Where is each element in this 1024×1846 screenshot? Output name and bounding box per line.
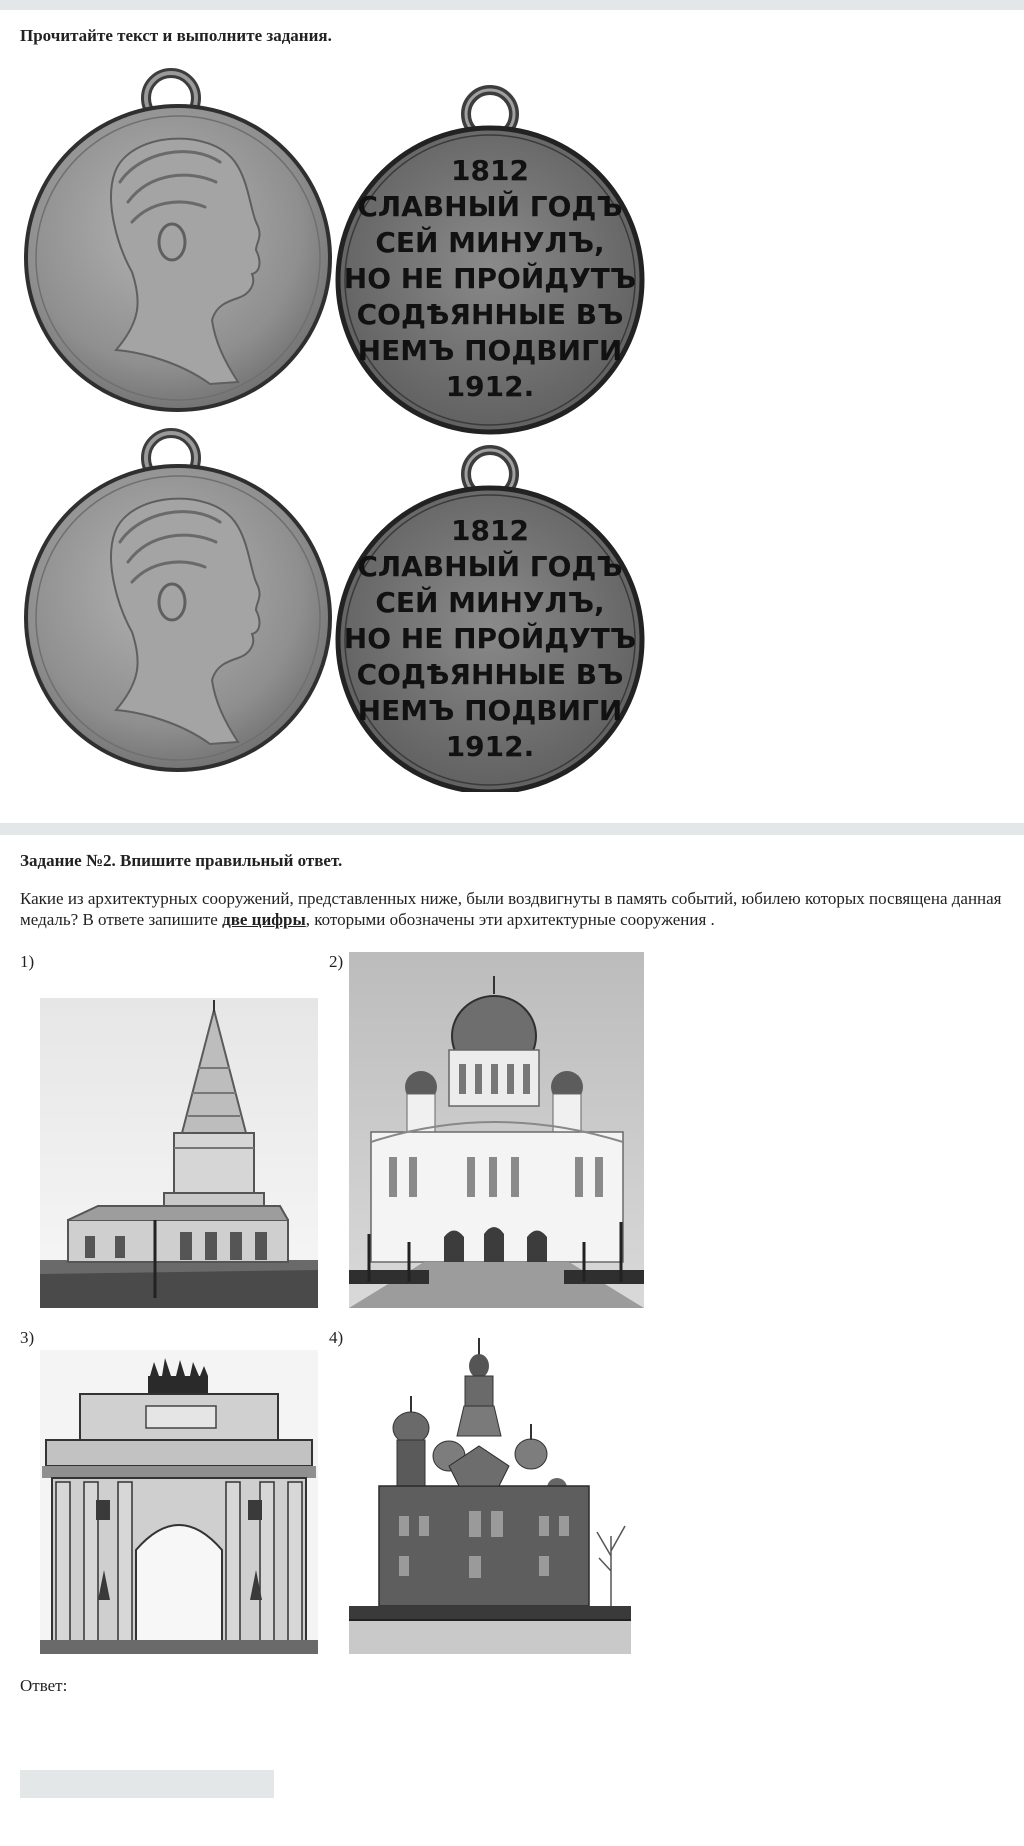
triumphal-arch-photo: [40, 1350, 318, 1654]
medal-reverse-1: [338, 90, 642, 432]
section-divider: [0, 823, 1024, 835]
medal-obverse-1: [26, 73, 330, 410]
cathedral-of-christ-photo: [349, 952, 644, 1308]
medal-obverse-2: [26, 433, 330, 770]
medal-line-2: СЛАВНЫЙ ГОДЪ: [357, 550, 623, 583]
question-text-part: , которыми обозначены эти архитектурные сооружения .: [305, 910, 715, 929]
medal-line-6: НЕМЪ ПОДВИГИ: [357, 694, 623, 727]
question-emphasis: две цифры: [222, 910, 306, 929]
medal-line-3: СЕЙ МИНУЛЪ,: [375, 226, 605, 259]
question-text: [20, 888, 1010, 930]
medal-line-2: СЛАВНЫЙ ГОДЪ: [357, 190, 623, 223]
question-text-part: Какие из архитектурных сооружений, представленных ниже, были воздвигнуты в память событий, юбилею которых посвящена данная медаль? В ответе запишите: [20, 889, 1002, 929]
medal-line-5: СОДѢЯННЫЕ ВЪ: [356, 658, 624, 691]
answer-label: Ответ:: [20, 1676, 68, 1695]
option-1-label: 1): [20, 952, 35, 971]
medal-line-3: СЕЙ МИНУЛЪ,: [375, 586, 605, 619]
medal-line-5: СОДѢЯННЫЕ ВЪ: [356, 298, 624, 331]
medal-line-4: НО НЕ ПРОЙДУТЪ: [343, 262, 637, 295]
savior-on-blood-photo: [349, 1336, 631, 1654]
option-4-label: 4): [329, 1328, 344, 1347]
option-2-label: 2): [329, 952, 344, 971]
medal-line-6: НЕМЪ ПОДВИГИ: [357, 334, 623, 367]
medal-images: [20, 62, 660, 792]
medal-line-1: 1812: [451, 514, 529, 547]
medal-line-7: 1912.: [445, 370, 535, 403]
church-of-ascension-photo: [40, 998, 318, 1308]
medal-line-7: 1912.: [445, 730, 535, 763]
task-title: Задание №2. Впишите правильный ответ.: [20, 851, 343, 870]
top-band: [0, 0, 1024, 10]
intro-text: Прочитайте текст и выполните задания.: [20, 26, 332, 45]
medal-line-1: 1812: [451, 154, 529, 187]
option-3-label: 3): [20, 1328, 35, 1347]
medal-line-4: НО НЕ ПРОЙДУТЪ: [343, 622, 637, 655]
answer-input[interactable]: [20, 1770, 274, 1798]
medal-reverse-2: [338, 450, 642, 792]
